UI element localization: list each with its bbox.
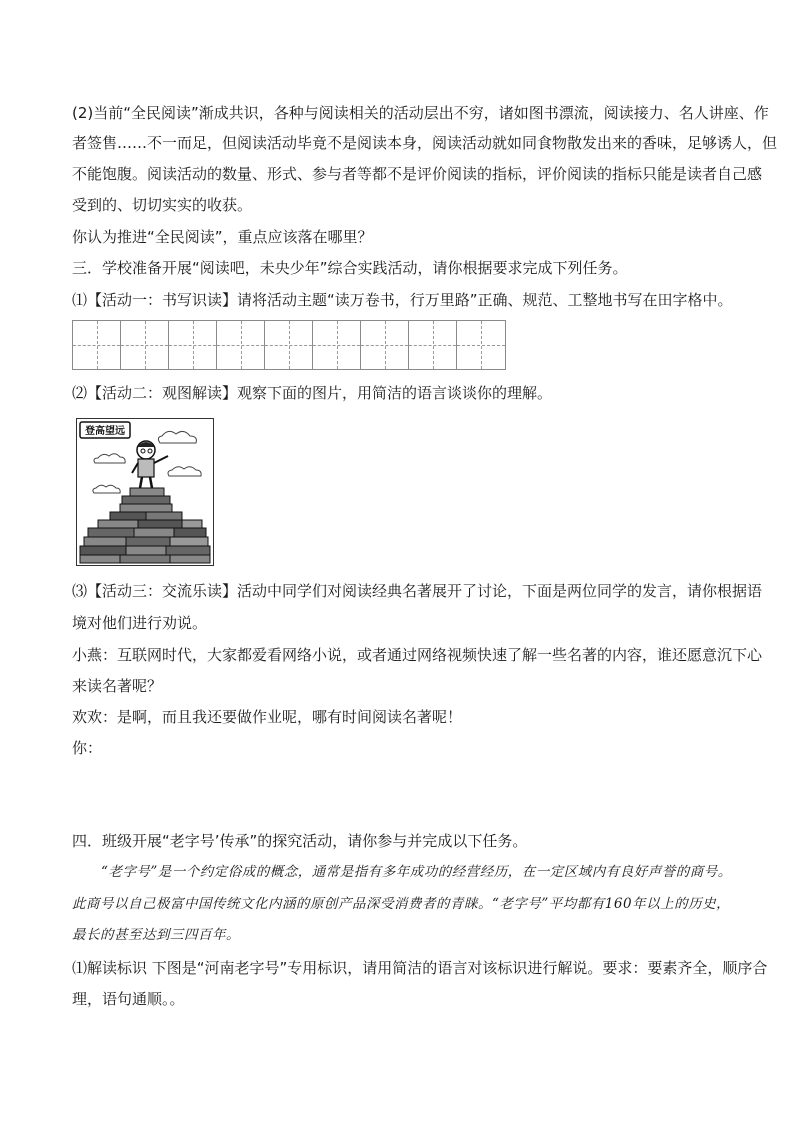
grid-cell[interactable] xyxy=(361,321,409,369)
section-4-task-1-line-2: 理，语句通顺。。 xyxy=(72,990,185,1008)
section-4-task-1-line-1: ⑴解读标识 下图是“河南老字号”专用标识，请用简洁的语言对该标识进行解说。要求：要素齐全，顺序合 xyxy=(72,959,768,977)
grid-cell[interactable] xyxy=(217,321,265,369)
passage-line-2: 者签售……不一而足，但阅读活动毕竟不是阅读本身，阅读活动就如同食物散发出来的香味，足够诱人，但 xyxy=(72,134,778,152)
grid-cell[interactable] xyxy=(121,321,169,369)
xiaoyan-line-2: 来读名著呢？ xyxy=(72,677,163,695)
quote-line-1: “老字号”是一个约定俗成的概念，通常是指有多年成功的经营经历，在一定区域内有良好声誉的商号。 xyxy=(101,864,732,880)
grid-cell[interactable] xyxy=(457,321,505,369)
grid-cell[interactable] xyxy=(313,321,361,369)
huanhuan-line: 欢欢：是啊，而且我还要做作业呢，哪有时间阅读名著呢！ xyxy=(72,708,463,726)
quote-line-2: 此商号以自己极富中国传统文化内涵的原创产品深受消费者的青睐。“老字号”平均都有160年以上的历史， xyxy=(72,896,731,912)
grid-cell[interactable] xyxy=(265,321,313,369)
passage-line-1: (2)当前“全民阅读”渐成共识，各种与阅读相关的活动层出不穷，诸如图书漂流，阅读接力、名人讲座、作 xyxy=(72,104,769,122)
passage-line-4: 受到的、切切实实的收获。 xyxy=(72,196,253,214)
grid-cell[interactable] xyxy=(169,321,217,369)
task-3-line-1: ⑶【活动三：交流乐读】活动中同学们对阅读经典名著展开了讨论，下面是两位同学的发言，请你根据语 xyxy=(72,582,763,600)
answer-prompt: 你： xyxy=(72,739,103,757)
xiaoyan-line-1: 小燕：互联网时代，大家都爱看网络小说，或者通过网络视频快速了解一些名著的内容，谁还愿意沉下心 xyxy=(72,646,763,664)
passage-line-3: 不能饱腹。阅读活动的数量、形式、参与者等都不是评价阅读的指标，评价阅读的指标只能是读者自己感 xyxy=(72,165,763,183)
grid-cell[interactable] xyxy=(409,321,457,369)
section-3-heading: 三．学校准备开展“阅读吧，未央少年”综合实践活动，请你根据要求完成下列任务。 xyxy=(72,259,628,277)
task-3-line-2: 境对他们进行劝说。 xyxy=(72,614,208,632)
cartoon-image xyxy=(76,418,214,566)
cartoon-title: 登高望远 xyxy=(85,426,125,437)
quote-line-3: 最长的甚至达到三四百年。 xyxy=(72,927,240,943)
task-2-text: ⑵【活动二：观图解读】观察下面的图片，用简洁的语言谈谈你的理解。 xyxy=(72,384,553,402)
task-1-text: ⑴【活动一：书写识读】请将活动主题“读万卷书，行万里路”正确、规范、工整地书写在田字格中。 xyxy=(72,291,733,309)
grid-cell[interactable] xyxy=(73,321,121,369)
tianzige-grid[interactable] xyxy=(72,320,506,370)
section-4-heading: 四．班级开展“老字号’传承”的探究活动，请你参与并完成以下任务。 xyxy=(72,832,528,850)
question-text: 你认为推进“全民阅读”，重点应该落在哪里？ xyxy=(72,228,373,246)
